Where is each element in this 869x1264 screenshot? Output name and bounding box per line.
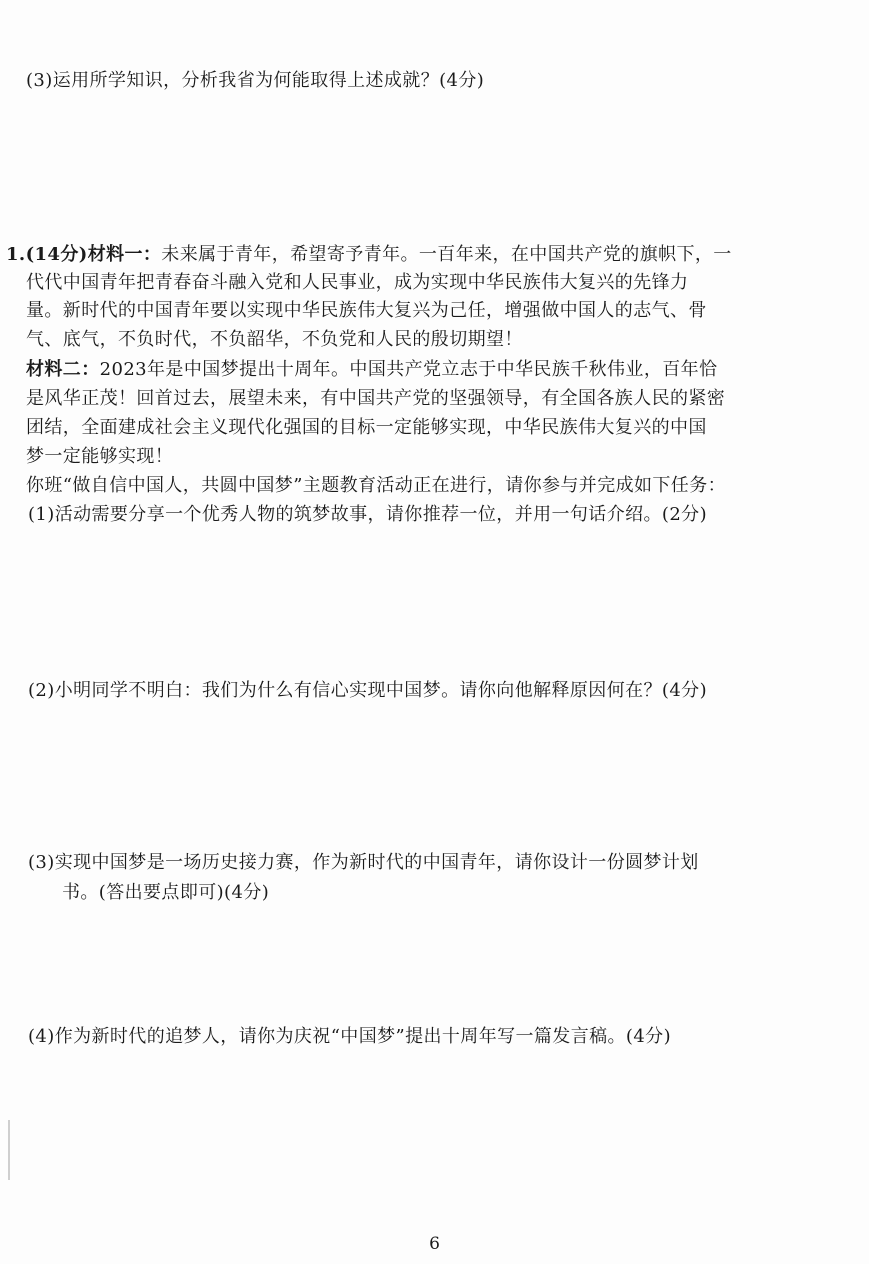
- material2-first-line: [26, 357, 717, 383]
- prev-question-3: (3)运用所学知识，分析我省为何能取得上述成就？(4分): [26, 70, 485, 91]
- sub-question-3-continued: 书。(答出要点即可)(4分): [62, 882, 270, 903]
- material1-label: 材料一：: [87, 244, 162, 265]
- page-number: 6: [429, 1234, 440, 1254]
- sub-question-1: (1)活动需要分享一个优秀人物的筑梦故事，请你推荐一位，并用一句话介绍。(2分): [28, 504, 707, 525]
- material1-text-line: 代代中国青年把青春奋斗融入党和人民事业，成为实现中华民族伟大复兴的先锋力: [26, 272, 689, 293]
- scan-edge-mark: [8, 1120, 10, 1180]
- material2-label: 材料二：: [26, 359, 100, 380]
- sub-question-2: (2)小明同学不明白：我们为什么有信心实现中国梦。请你向他解释原因何在？(4分): [28, 680, 707, 701]
- material2-text-line: 2023年是中国梦提出十周年。中国共产党立志于中华民族千秋伟业，百年恰: [99, 359, 718, 380]
- question-material1-first-line: [6, 242, 732, 268]
- material2-text-line: 团结，全面建成社会主义现代化强国的目标一定能够实现，中华民族伟大复兴的中国: [26, 417, 707, 438]
- material2-text-line: 梦一定能够实现！: [26, 446, 174, 467]
- question-number: 1.(14分): [6, 244, 88, 265]
- sub-question-3: (3)实现中国梦是一场历史接力赛，作为新时代的中国青年，请你设计一份圆梦计划: [28, 852, 699, 873]
- material1-text-line: 未来属于青年，希望寄予青年。一百年来，在中国共产党的旗帜下，一: [161, 244, 732, 265]
- material2-text-line: 是风华正茂！回首过去，展望未来，有中国共产党的坚强领导，有全国各族人民的紧密: [26, 388, 726, 409]
- sub-question-4: (4)作为新时代的追梦人，请你为庆祝“中国梦”提出十周年写一篇发言稿。(4分): [28, 1026, 671, 1047]
- task-intro: 你班“做自信中国人，共圆中国梦”主题教育活动正在进行，请你参与并完成如下任务：: [26, 475, 727, 496]
- material1-text-line: 量。新时代的中国青年要以实现中华民族伟大复兴为己任，增强做中国人的志气、骨: [26, 300, 707, 321]
- material1-text-line: 气、底气，不负时代，不负韶华，不负党和人民的殷切期望！: [26, 329, 523, 350]
